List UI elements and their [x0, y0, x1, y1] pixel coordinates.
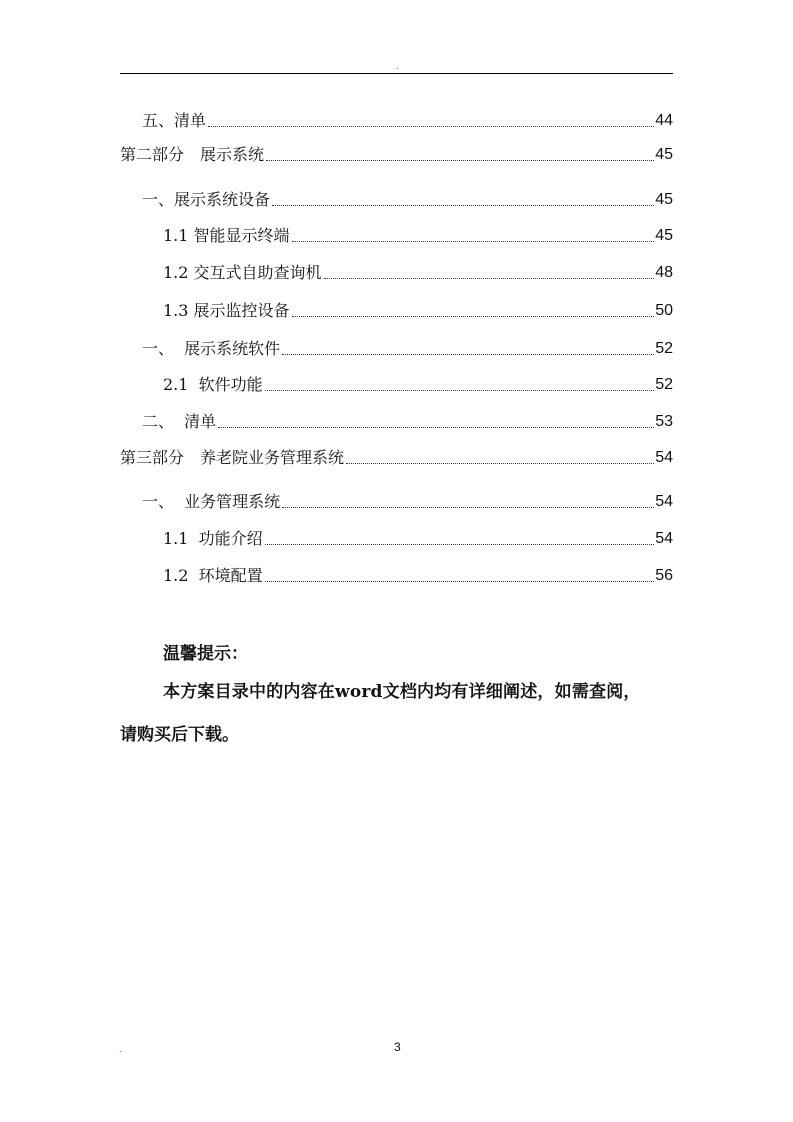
toc-entry[interactable]: [142, 491, 673, 513]
toc-label: 2.1 软件功能: [163, 375, 263, 394]
toc-entry[interactable]: [142, 411, 673, 433]
toc-page: 52: [655, 376, 673, 393]
toc-label: 五、清单: [142, 111, 207, 130]
footer-mark: .: [119, 1045, 122, 1054]
notice-line-2: 请购买后下载。: [120, 725, 239, 745]
dot-leader: [324, 278, 655, 279]
toc-label: 二、 清单: [142, 412, 217, 431]
toc-label: 第二部分 展示系统: [120, 145, 265, 164]
toc-label: 1.3 展示监控设备: [163, 301, 290, 320]
toc-entry[interactable]: [142, 110, 673, 132]
toc-entry[interactable]: [163, 528, 673, 550]
toc-page: 45: [655, 146, 673, 163]
toc-label: 1.1 智能显示终端: [163, 226, 290, 245]
toc-page: 54: [655, 493, 673, 510]
dot-leader: [282, 354, 654, 355]
toc-label: 一、 业务管理系统: [142, 492, 281, 511]
toc-entry[interactable]: [163, 225, 673, 247]
toc-label: 1.1 功能介绍: [163, 529, 263, 548]
toc-entry[interactable]: [163, 565, 673, 587]
toc-label: 1.2 交互式自助查询机: [163, 263, 322, 282]
dot-leader: [272, 205, 654, 206]
toc-page: 48: [655, 264, 673, 281]
toc-page: 54: [655, 449, 673, 466]
toc-page: 50: [655, 302, 673, 319]
toc-entry[interactable]: [142, 338, 673, 360]
dot-leader: [208, 126, 654, 127]
header-mark: .: [396, 62, 399, 71]
dot-leader: [292, 316, 655, 317]
toc-page: 54: [655, 530, 673, 547]
page-number: 3: [394, 1040, 401, 1054]
dot-leader: [282, 507, 654, 508]
toc-page: 45: [655, 227, 673, 244]
toc-page: 52: [655, 340, 673, 357]
toc-label: 第三部分 养老院业务管理系统: [120, 448, 345, 467]
toc-entry[interactable]: [163, 300, 673, 322]
toc-entry[interactable]: [120, 144, 673, 166]
toc-entry[interactable]: [163, 374, 673, 396]
dot-leader: [265, 581, 655, 582]
toc-label: 1.2 环境配置: [163, 566, 263, 585]
dot-leader: [265, 390, 655, 391]
toc-page: 45: [655, 191, 673, 208]
dot-leader: [266, 160, 654, 161]
toc-label: 一、 展示系统软件: [142, 339, 281, 358]
dot-leader: [218, 427, 654, 428]
toc-page: 44: [655, 112, 673, 129]
toc-label: 一、展示系统设备: [142, 190, 271, 209]
notice-title: 温馨提示：: [163, 644, 248, 664]
toc-page: 56: [655, 567, 673, 584]
toc-entry[interactable]: [120, 447, 673, 469]
dot-leader: [265, 544, 655, 545]
toc-entry[interactable]: [163, 262, 673, 284]
header-divider: [120, 73, 673, 74]
dot-leader: [346, 463, 654, 464]
dot-leader: [292, 241, 655, 242]
toc-page: 53: [655, 413, 673, 430]
toc-entry[interactable]: [142, 189, 673, 211]
notice-line-1: 本方案目录中的内容在word文档内均有详细阐述，如需查阅，: [163, 682, 641, 702]
